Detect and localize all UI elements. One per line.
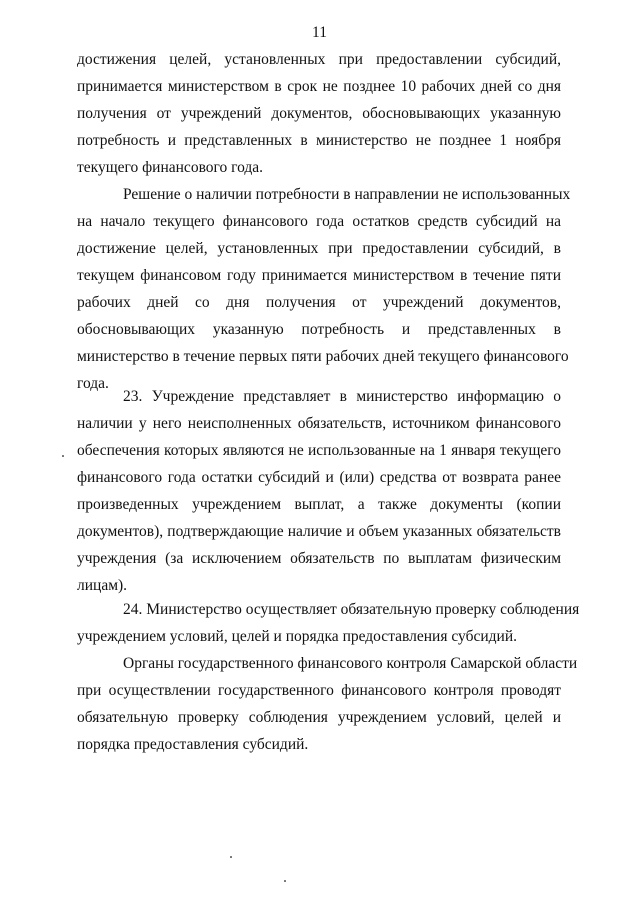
- scan-speck: [230, 856, 232, 858]
- text-line: текущем финансовом году принимается министерством в течение пяти: [77, 267, 561, 284]
- text-line: достижение целей, установленных при предоставлении субсидий, в: [77, 240, 561, 257]
- text-line: учреждения (за исключением обязательств по выплатам физическим: [77, 550, 561, 567]
- text-line: документов), подтверждающие наличие и объем указанных обязательств: [77, 523, 561, 540]
- text-line: Решение о наличии потребности в направлении не использованных: [123, 186, 571, 203]
- text-line: 24. Министерство осуществляет обязательную проверку соблюдения: [123, 601, 580, 618]
- text-line: обязательную проверку соблюдения учреждением условий, целей и: [77, 709, 561, 726]
- text-line: обеспечения которых являются не использованные на 1 января текущего: [77, 442, 561, 459]
- text-line: Органы государственного финансового контроля Самарской области: [123, 655, 578, 672]
- paragraph-decision: [77, 181, 571, 397]
- scan-speck: [284, 880, 286, 882]
- page-number: 11: [312, 24, 327, 41]
- text-line: лицам).: [77, 577, 128, 594]
- text-line: принимается министерством в срок не позднее 10 рабочих дней со дня: [77, 78, 561, 95]
- scan-speck: [62, 455, 64, 457]
- text-line: учреждением условий, целей и порядка предоставления субсидий.: [77, 628, 517, 645]
- text-line: при осуществлении государственного финансового контроля проводят: [77, 682, 561, 699]
- paragraph-continuation: [77, 46, 561, 181]
- text-line: потребность и представленных в министерство не позднее 1 ноября: [77, 132, 561, 149]
- text-line: достижения целей, установленных при предоставлении субсидий,: [77, 51, 561, 68]
- text-line: произведенных учреждением выплат, а также документы (копии: [77, 496, 561, 513]
- paragraph-financial-control: [77, 650, 578, 758]
- text-line: получения от учреждений документов, обосновывающих указанную: [77, 105, 561, 122]
- text-line: года.: [77, 375, 109, 392]
- text-line: министерство в течение первых пяти рабочих дней текущего финансового: [77, 348, 569, 365]
- text-line: обосновывающих указанную потребность и представленных в: [77, 321, 561, 338]
- text-line: порядка предоставления субсидий.: [77, 736, 309, 753]
- text-line: наличии у него неисполненных обязательств, источником финансового: [77, 415, 561, 432]
- text-line: рабочих дней со дня получения от учреждений документов,: [77, 294, 561, 311]
- text-line: на начало текущего финансового года остатков средств субсидий на: [77, 213, 561, 230]
- text-line: текущего финансового года.: [77, 159, 264, 176]
- text-line: финансового года остатки субсидий и (или) средства от возврата ранее: [77, 469, 561, 486]
- text-line: 23. Учреждение представляет в министерство информацию о: [123, 388, 561, 405]
- paragraph-item-24: [77, 596, 580, 650]
- paragraph-item-23: [77, 383, 561, 599]
